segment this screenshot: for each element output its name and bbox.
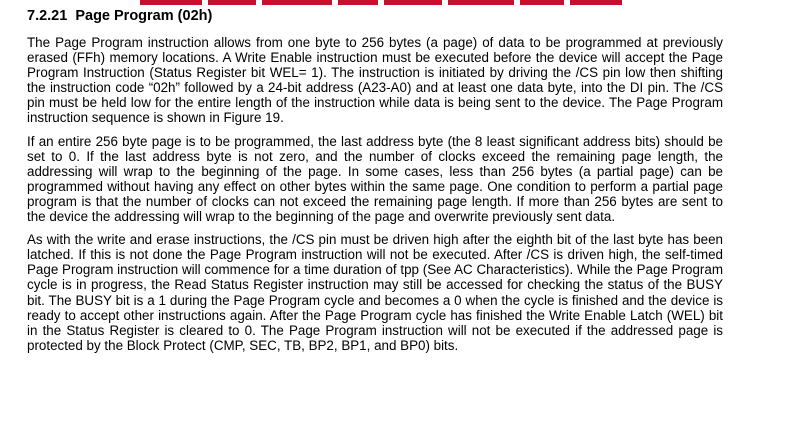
paragraph-intro: The Page Program instruction allows from one byte to 256 bytes (a page) of data to be programmed at previously erased (FFh) memory locations. A Write Enable instruction must be executed before the device will accept the Page Program Instruction (Status Register bit WEL= 1). The instruction is initiated by driving the /CS pin low then shifting the instruction code “02h” followed by a 24-bit address (A23-A0) and at least one data byte, into the DI pin. The /CS pin must be held low for the entire length of the instruction while data is being sent to the device. The Page Program instruction sequence is shown in Figure 19. [27,35,723,126]
paragraph-page-size: If an entire 256 byte page is to be programmed, the last address byte (the 8 least significant address bits) should be set to 0. If the last address byte is not zero, and the number of clocks exceed the remaining page length, the addressing will wrap to the beginning of the page. In some cases, less than 256 bytes (a partial page) can be programmed without having any effect on other bytes within the same page. One condition to perform a partial page program is that the number of clocks can not exceed the remaining page length. If more than 256 bytes are sent to the device the addressing will wrap to the beginning of the page and overwrite previously sent data. [27,133,723,225]
paragraph-timing: As with the write and erase instructions, the /CS pin must be driven high after the eighth bit of the last byte has been latched. If this is not done the Page Program instruction will not be executed. After /CS is driven high, the self-timed Page Program instruction will commence for a time duration of tpp (See AC Characteristics). While the Page Program cycle is in progress, the Read Status Register instruction may still be accessed for checking the status of the BUSY bit. The BUSY bit is a 1 during the Page Program cycle and becomes a 0 when the cycle is finished and the device is ready to accept other instructions again. After the Page Program cycle has finished the Write Enable Latch (WEL) bit in the Status Register is cleared to 0. The Page Program instruction will not be executed if the addressed page is protected by the Block Protect (CMP, SEC, TB, BP2, BP1, and BP0) bits. [27,232,723,353]
section-heading [27,6,723,26]
section-title: Page Program (02h) [75,8,213,24]
section-number: 7.2.21 [27,8,68,24]
header-accent-strip [140,0,660,5]
document-page [27,6,723,361]
